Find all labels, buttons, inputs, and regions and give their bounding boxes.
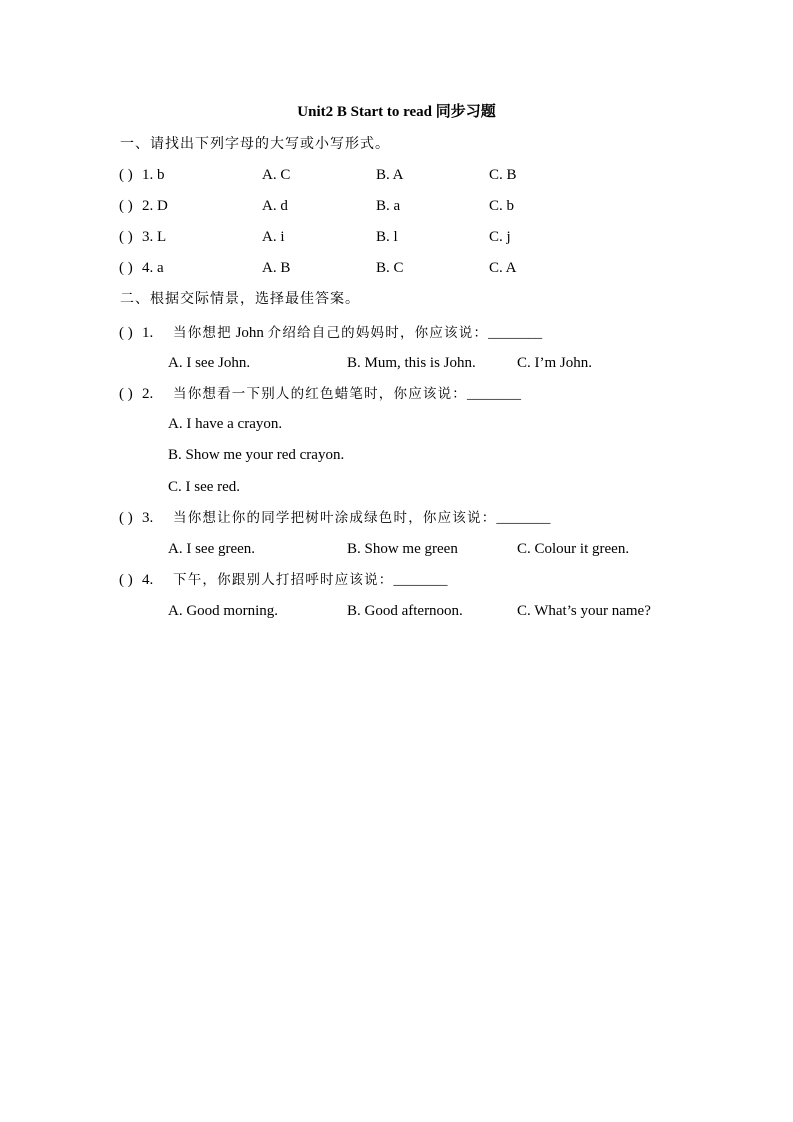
option-c: C. I’m John. xyxy=(517,355,592,371)
option-c: C. What’s your name? xyxy=(517,603,651,619)
option-c: C. b xyxy=(489,198,515,214)
option-c: C. j xyxy=(489,229,511,245)
option-b: B. l xyxy=(376,229,398,245)
question-text xyxy=(173,569,448,591)
option-c: C. A xyxy=(489,260,517,276)
question-text-pre: 当你想把 xyxy=(173,325,232,341)
question-number: 1. xyxy=(142,325,154,341)
option-b: B. A xyxy=(376,167,404,183)
option-c: C. I see red. xyxy=(168,479,241,495)
question-text-body: 下午，你跟别人打招呼时应该说： xyxy=(173,572,394,588)
answer-paren[interactable]: ( ) xyxy=(119,229,133,245)
question-number: 4. a xyxy=(142,260,164,276)
answer-paren[interactable]: ( ) xyxy=(119,572,133,588)
s2-question-3 xyxy=(0,507,793,529)
s2-question-2-option-c xyxy=(0,476,793,498)
s2-question-2-option-a xyxy=(0,413,793,435)
s2-question-2 xyxy=(0,383,793,405)
option-b: B. Show me your red crayon. xyxy=(168,447,345,463)
question-text xyxy=(173,322,542,344)
option-c: C. B xyxy=(489,167,517,183)
option-b: B. C xyxy=(376,260,404,276)
answer-blank: ________ xyxy=(488,325,543,340)
s1-question-2 xyxy=(0,195,793,217)
question-text xyxy=(173,383,521,405)
answer-paren[interactable]: ( ) xyxy=(119,167,133,183)
s2-question-1-options xyxy=(0,352,793,374)
question-number: 1. b xyxy=(142,167,165,183)
option-b: B. Mum, this is John. xyxy=(347,355,476,371)
option-a: A. Good morning. xyxy=(168,603,278,619)
option-b: B. Show me green xyxy=(347,541,458,557)
s1-question-1 xyxy=(0,164,793,186)
s2-question-4-options xyxy=(0,600,793,622)
s1-question-4 xyxy=(0,257,793,279)
question-number: 3. xyxy=(142,510,154,526)
question-text-name: John xyxy=(231,325,268,341)
option-a: A. B xyxy=(262,260,291,276)
answer-paren[interactable]: ( ) xyxy=(119,510,133,526)
s2-question-4 xyxy=(0,569,793,591)
question-number: 3. L xyxy=(142,229,167,245)
section2-heading: 二、根据交际情景，选择最佳答案。 xyxy=(120,291,360,307)
option-a: A. i xyxy=(262,229,285,245)
s2-question-1 xyxy=(0,322,793,344)
option-a: A. I have a crayon. xyxy=(168,416,283,432)
answer-paren[interactable]: ( ) xyxy=(119,198,133,214)
s2-question-3-options xyxy=(0,538,793,560)
question-text-body: 当你想让你的同学把树叶涂成绿色时，你应该说： xyxy=(173,510,497,526)
section1-heading: 一、请找出下列字母的大写或小写形式。 xyxy=(120,136,390,152)
answer-blank: ________ xyxy=(467,386,521,401)
answer-blank: ________ xyxy=(496,510,551,525)
question-number: 2. D xyxy=(142,198,168,214)
question-number: 2. xyxy=(142,386,154,402)
question-number: 4. xyxy=(142,572,154,588)
question-text-body: 当你想看一下别人的红色蜡笔时，你应该说： xyxy=(173,386,467,402)
page-title: Unit2 B Start to read 同步习题 xyxy=(297,104,496,120)
question-text xyxy=(173,507,550,529)
answer-paren[interactable]: ( ) xyxy=(119,325,133,341)
answer-paren[interactable]: ( ) xyxy=(119,260,133,276)
option-b: B. Good afternoon. xyxy=(347,603,463,619)
option-a: A. d xyxy=(262,198,288,214)
answer-paren[interactable]: ( ) xyxy=(119,386,133,402)
option-c: C. Colour it green. xyxy=(517,541,630,557)
answer-blank: ________ xyxy=(393,572,448,587)
question-text-post: 介绍给自己的妈妈时，你应该说： xyxy=(267,325,489,341)
option-a: A. I see John. xyxy=(168,355,251,371)
option-a: A. I see green. xyxy=(168,541,256,557)
s1-question-3 xyxy=(0,226,793,248)
option-a: A. C xyxy=(262,167,291,183)
s2-question-2-option-b xyxy=(0,444,793,466)
option-b: B. a xyxy=(376,198,401,214)
